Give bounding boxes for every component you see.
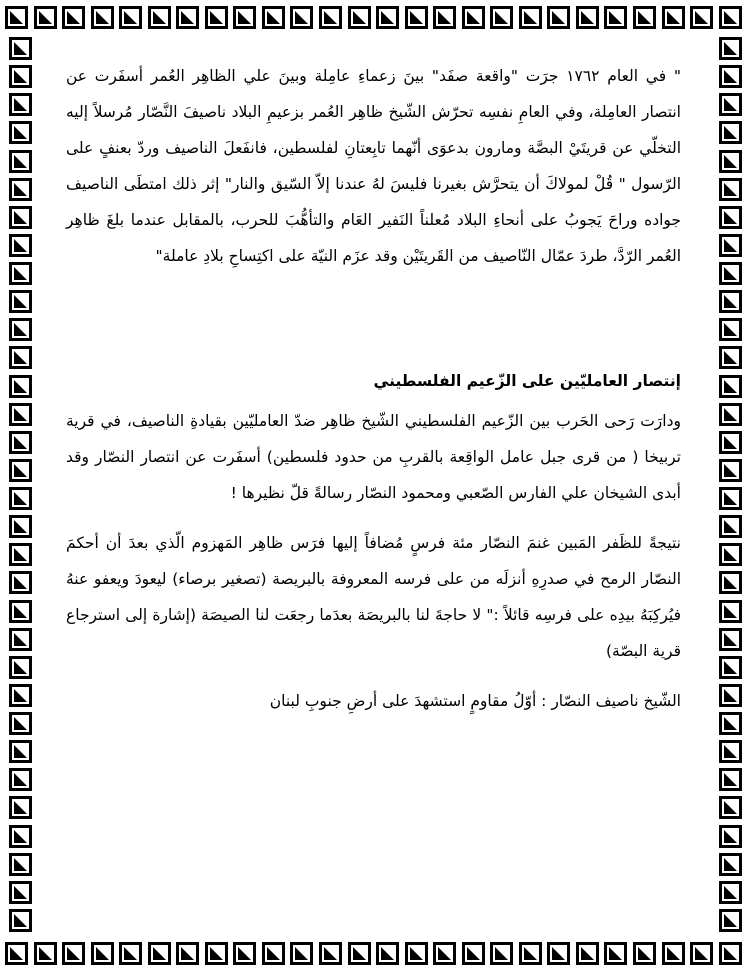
framed-triangle-tile-icon [148, 6, 171, 29]
framed-triangle-tile-icon [690, 6, 713, 29]
framed-triangle-tile-icon [34, 942, 57, 965]
framed-triangle-tile-icon [405, 942, 428, 965]
paragraph-martyr: الشّيخ ناصيف النصّار : أوّلُ مقاومٍ استشهدَ على أرضِ جنوبِ لبنان [269, 692, 681, 710]
framed-triangle-tile-icon [176, 6, 199, 29]
framed-triangle-tile-icon [719, 487, 742, 510]
framed-triangle-tile-icon [719, 909, 742, 932]
framed-triangle-tile-icon [9, 656, 32, 679]
framed-triangle-tile-icon [9, 290, 32, 313]
framed-triangle-tile-icon [9, 65, 32, 88]
framed-triangle-tile-icon [719, 346, 742, 369]
framed-triangle-tile-icon [433, 6, 456, 29]
framed-triangle-tile-icon [9, 487, 32, 510]
framed-triangle-tile-icon [9, 684, 32, 707]
framed-triangle-tile-icon [519, 6, 542, 29]
framed-triangle-tile-icon [719, 37, 742, 60]
framed-triangle-tile-icon [662, 6, 685, 29]
framed-triangle-tile-icon [9, 740, 32, 763]
framed-triangle-tile-icon [405, 6, 428, 29]
framed-triangle-tile-icon [633, 6, 656, 29]
framed-triangle-tile-icon [5, 942, 28, 965]
framed-triangle-tile-icon [233, 942, 256, 965]
framed-triangle-tile-icon [262, 942, 285, 965]
framed-triangle-tile-icon [719, 234, 742, 257]
framed-triangle-tile-icon [9, 206, 32, 229]
framed-triangle-tile-icon [662, 942, 685, 965]
framed-triangle-tile-icon [519, 942, 542, 965]
framed-triangle-tile-icon [547, 6, 570, 29]
framed-triangle-tile-icon [119, 6, 142, 29]
framed-triangle-tile-icon [62, 942, 85, 965]
framed-triangle-tile-icon [9, 262, 32, 285]
framed-triangle-tile-icon [719, 318, 742, 341]
framed-triangle-tile-icon [119, 942, 142, 965]
framed-triangle-tile-icon [9, 375, 32, 398]
framed-triangle-tile-icon [719, 403, 742, 426]
framed-triangle-tile-icon [9, 459, 32, 482]
framed-triangle-tile-icon [9, 628, 32, 651]
framed-triangle-tile-icon [690, 942, 713, 965]
framed-triangle-tile-icon [719, 942, 742, 965]
quote-paragraph: " في العام ١٧٦٢ جرَت "واقعة صفَد" بينَ زعماءِ عامِلة وبينَ علي الظاهِر العُمر أسفَرت عن انتصار العامِلة، وفي العامِ نفسِه تحرّش الشّيخ ظاهِر العُمر بزعيمِ البلاد ناصيفَ النَّصّار مُرسلاً إليه التخلّي عن قريتَيْ البصَّة ومارون بدعوَى أنّهما تابِعتانِ لفلسطين، فانفَعلَ الناصيف وردّ بعنفٍ على الرّسول " قُلْ لمولاكَ أن يتحرَّش بغيرنا فليسَ لهُ عندنا إلاّ السّيق والنار" إثر ذلك امتطَى الناصيف جواده وراحَ يَجوبُ على أنحاءِ البلاد مُعلناً النَفير العَام والتأهُّبَ للحرب، بالمقابل عندما بلغَ ظاهِر العُمر الرّدَّ، طردَ عمّال النّاصيف من القَريتَيْن وقد عزَم النيّة على اكتِساحِ بلادِ عاملة" [66, 67, 681, 265]
framed-triangle-tile-icon [719, 768, 742, 791]
framed-triangle-tile-icon [719, 740, 742, 763]
framed-triangle-tile-icon [433, 942, 456, 965]
framed-triangle-tile-icon [719, 571, 742, 594]
framed-triangle-tile-icon [719, 206, 742, 229]
border-bottom [5, 942, 742, 969]
framed-triangle-tile-icon [9, 825, 32, 848]
framed-triangle-tile-icon [719, 684, 742, 707]
framed-triangle-tile-icon [719, 262, 742, 285]
framed-triangle-tile-icon [719, 628, 742, 651]
framed-triangle-tile-icon [148, 942, 171, 965]
framed-triangle-tile-icon [62, 6, 85, 29]
border-left [5, 37, 32, 932]
framed-triangle-tile-icon [719, 6, 742, 29]
framed-triangle-tile-icon [376, 6, 399, 29]
framed-triangle-tile-icon [9, 37, 32, 60]
framed-triangle-tile-icon [719, 712, 742, 735]
framed-triangle-tile-icon [205, 6, 228, 29]
framed-triangle-tile-icon [462, 942, 485, 965]
framed-triangle-tile-icon [719, 178, 742, 201]
framed-triangle-tile-icon [9, 431, 32, 454]
framed-triangle-tile-icon [34, 6, 57, 29]
border-top [5, 6, 742, 33]
framed-triangle-tile-icon [9, 853, 32, 876]
framed-triangle-tile-icon [9, 796, 32, 819]
framed-triangle-tile-icon [205, 942, 228, 965]
framed-triangle-tile-icon [719, 121, 742, 144]
framed-triangle-tile-icon [719, 459, 742, 482]
framed-triangle-tile-icon [9, 600, 32, 623]
framed-triangle-tile-icon [9, 712, 32, 735]
framed-triangle-tile-icon [9, 543, 32, 566]
paragraph-victory: نتيجةً للظَفر المَبين غنمَ النصّار مئة فرسٍ مُضافاً إليها فرَس ظاهِر المَهزوم الّذي بعدَ أن أحكمَ النصّار الرمح في صدرِهِ أنزلَه من على فرسه المعروفة بالبريصة (تصغير برصاء) ليعودَ ويعفو عنهُ فيُركِبَهُ بيدِه على فرسِه قائلاً :" لا حاجةَ لنا بالبريصَة بعدَما رجعَت لنا الصيصَة (إشارة إلى استرجاع قرية البصّة) [66, 534, 681, 660]
document-body [66, 58, 681, 719]
framed-triangle-tile-icon [290, 942, 313, 965]
framed-triangle-tile-icon [9, 909, 32, 932]
framed-triangle-tile-icon [319, 942, 342, 965]
framed-triangle-tile-icon [633, 942, 656, 965]
framed-triangle-tile-icon [490, 942, 513, 965]
framed-triangle-tile-icon [490, 6, 513, 29]
framed-triangle-tile-icon [9, 121, 32, 144]
border-right [715, 37, 742, 932]
framed-triangle-tile-icon [719, 65, 742, 88]
framed-triangle-tile-icon [348, 942, 371, 965]
framed-triangle-tile-icon [5, 6, 28, 29]
framed-triangle-tile-icon [719, 515, 742, 538]
framed-triangle-tile-icon [91, 942, 114, 965]
framed-triangle-tile-icon [262, 6, 285, 29]
framed-triangle-tile-icon [319, 6, 342, 29]
framed-triangle-tile-icon [9, 881, 32, 904]
framed-triangle-tile-icon [9, 318, 32, 341]
framed-triangle-tile-icon [176, 942, 199, 965]
framed-triangle-tile-icon [719, 290, 742, 313]
framed-triangle-tile-icon [719, 431, 742, 454]
framed-triangle-tile-icon [719, 543, 742, 566]
framed-triangle-tile-icon [9, 403, 32, 426]
framed-triangle-tile-icon [91, 6, 114, 29]
framed-triangle-tile-icon [9, 571, 32, 594]
framed-triangle-tile-icon [9, 234, 32, 257]
framed-triangle-tile-icon [9, 346, 32, 369]
framed-triangle-tile-icon [233, 6, 256, 29]
paragraph-battle: ودارَت رَحى الحَرب بين الزّعيم الفلسطيني الشّيخ ظاهِر ضدّ العامليّين بقيادةِ الناصيف، في قرية تربيخا ( من قرى جبل عامل الواقِعة بالقربِ من حدود فلسطين) أسفَرت عن انتصار النصّار وقد أبدى الشيخان علي الفارس الصّعبي ومحمود النصّار رسالةً قلّ نظيرها ! [66, 412, 681, 502]
framed-triangle-tile-icon [719, 656, 742, 679]
framed-triangle-tile-icon [719, 796, 742, 819]
framed-triangle-tile-icon [348, 6, 371, 29]
framed-triangle-tile-icon [9, 150, 32, 173]
framed-triangle-tile-icon [719, 150, 742, 173]
framed-triangle-tile-icon [9, 515, 32, 538]
framed-triangle-tile-icon [719, 600, 742, 623]
section-heading: إنتصار العامليّين على الزّعيم الفلسطيني [373, 372, 681, 390]
framed-triangle-tile-icon [719, 375, 742, 398]
framed-triangle-tile-icon [376, 942, 399, 965]
framed-triangle-tile-icon [576, 942, 599, 965]
framed-triangle-tile-icon [719, 881, 742, 904]
framed-triangle-tile-icon [604, 6, 627, 29]
framed-triangle-tile-icon [576, 6, 599, 29]
framed-triangle-tile-icon [604, 942, 627, 965]
framed-triangle-tile-icon [9, 768, 32, 791]
framed-triangle-tile-icon [719, 853, 742, 876]
framed-triangle-tile-icon [290, 6, 313, 29]
framed-triangle-tile-icon [547, 942, 570, 965]
framed-triangle-tile-icon [719, 93, 742, 116]
framed-triangle-tile-icon [719, 825, 742, 848]
framed-triangle-tile-icon [462, 6, 485, 29]
framed-triangle-tile-icon [9, 178, 32, 201]
framed-triangle-tile-icon [9, 93, 32, 116]
